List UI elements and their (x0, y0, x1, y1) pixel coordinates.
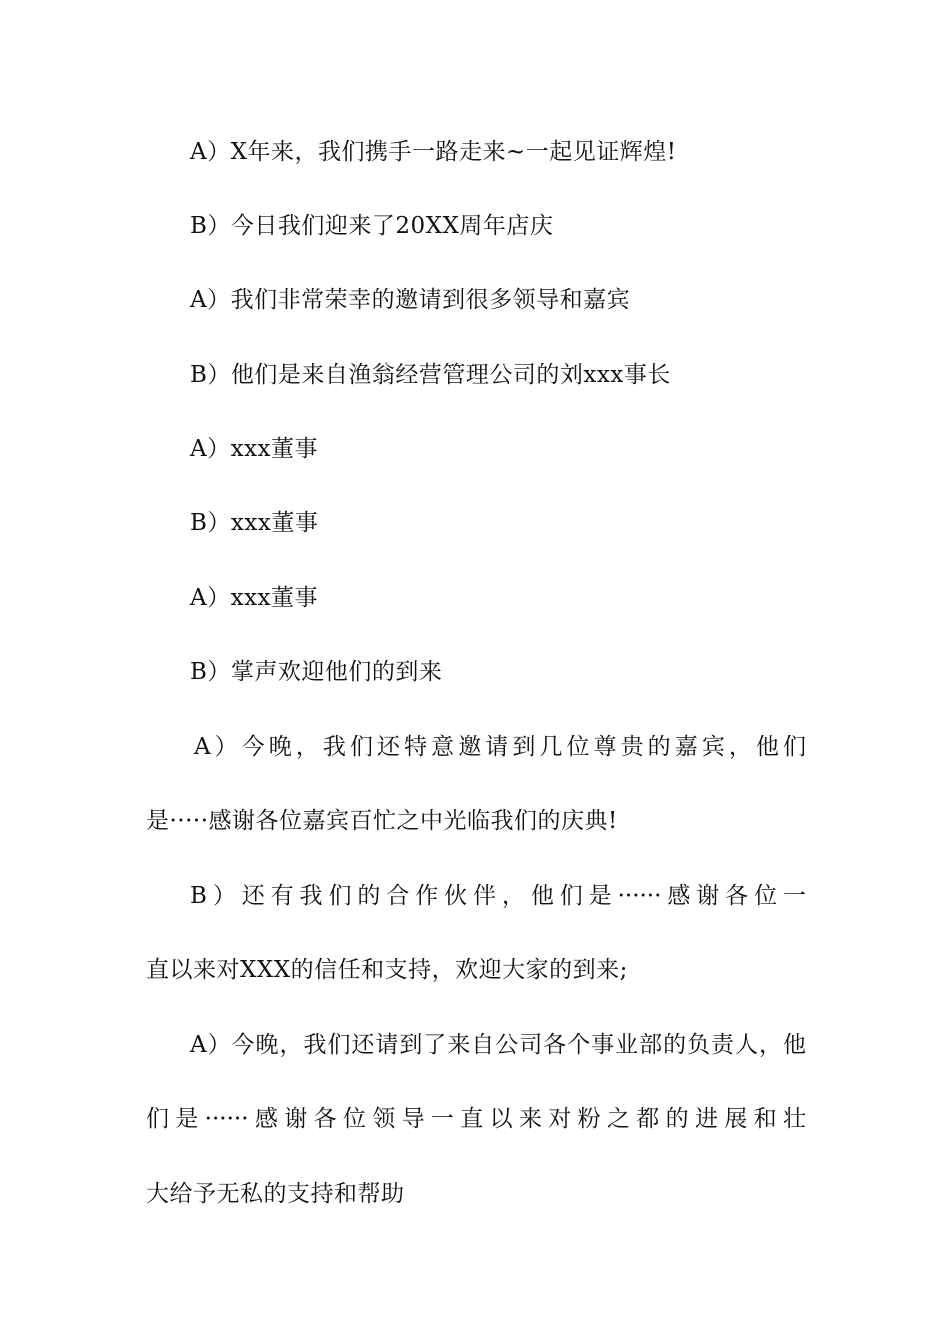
dialogue-line: B）掌声欢迎他们的到来 (190, 659, 443, 685)
dialogue-line-continuation: 们是······感谢各位领导一直以来对粉之都的进展和壮 (146, 1106, 806, 1132)
dialogue-line: A）xxx董事 (190, 585, 319, 611)
dialogue-line: B）还有我们的合作伙伴，他们是······感谢各位一 (190, 883, 806, 909)
dialogue-line: A）今晚，我们还请到了来自公司各个事业部的负责人，他 (190, 1032, 806, 1058)
dialogue-line: A）我们非常荣幸的邀请到很多领导和嘉宾 (190, 287, 631, 313)
dialogue-line: A）今晚，我们还特意邀请到几位尊贵的嘉宾，他们 (194, 734, 806, 760)
dialogue-line-continuation: 是·····感谢各位嘉宾百忙之中光临我们的庆典! (146, 808, 618, 834)
dialogue-line: B）xxx董事 (190, 510, 319, 536)
dialogue-line: B）今日我们迎来了20XX周年店庆 (190, 213, 554, 239)
dialogue-line-continuation: 大给予无私的支持和帮助 (146, 1181, 405, 1207)
dialogue-line: A）X年来，我们携手一路走来~一起见证辉煌! (190, 139, 677, 165)
dialogue-line: B）他们是来自渔翁经营管理公司的刘xxx事长 (190, 362, 671, 388)
dialogue-line: A）xxx董事 (190, 436, 319, 462)
dialogue-line-continuation: 直以来对XXX的信任和支持，欢迎大家的到来; (146, 957, 628, 983)
